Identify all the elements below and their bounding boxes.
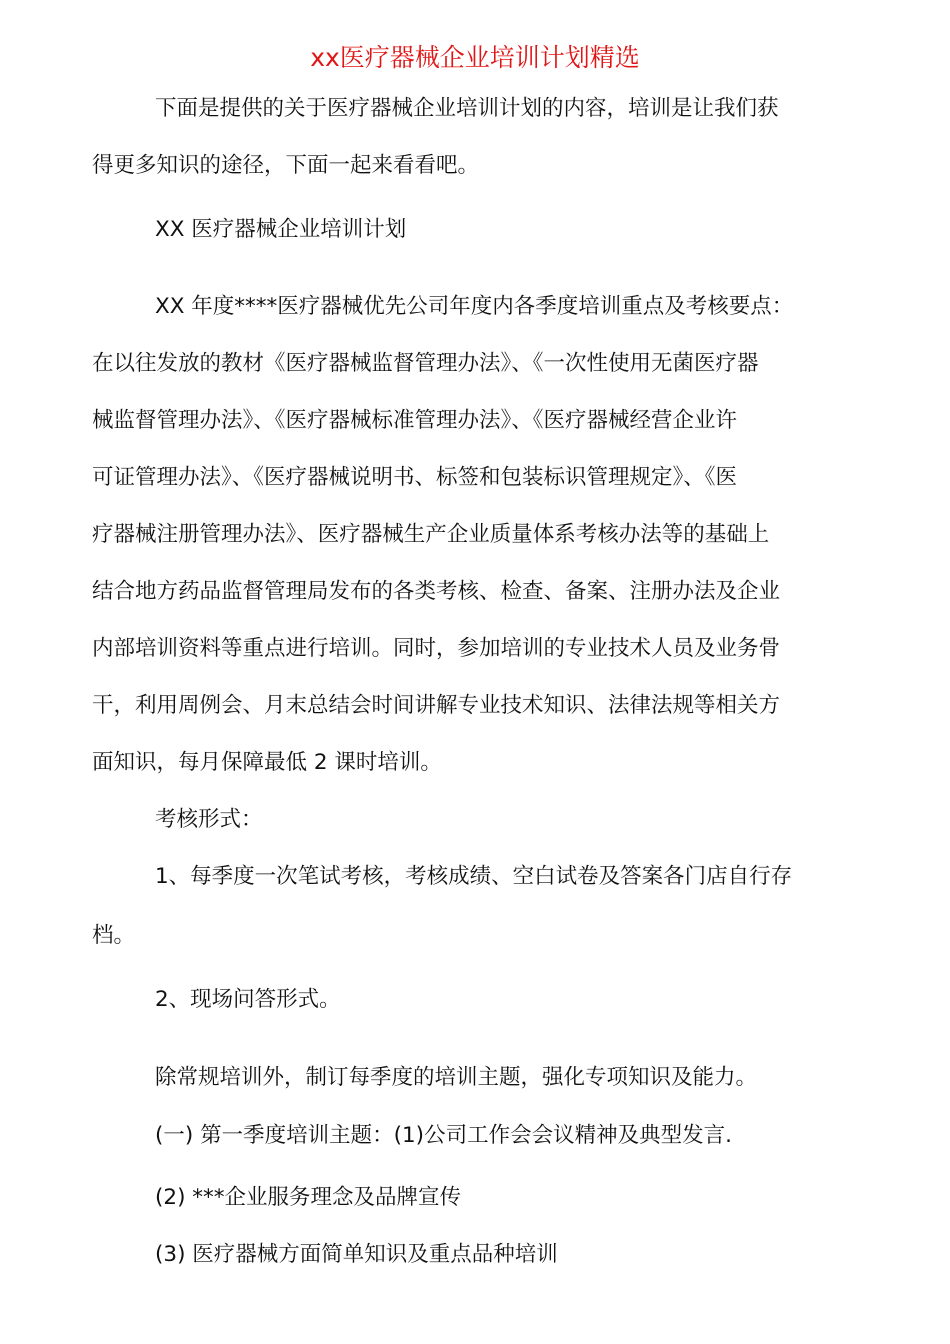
intro-line-2: 得更多知识的途径，下面一起来看看吧。	[92, 153, 480, 178]
body-line-2: 在以往发放的教材《医疗器械监督管理办法》、《一次性使用无菌医疗器	[92, 351, 759, 376]
assessment-item-1: 1、每季度一次笔试考核，考核成绩、空白试卷及答案各门店自行存	[155, 864, 793, 889]
plan-heading: XX 医疗器械企业培训计划	[155, 217, 407, 242]
assessment-item-2: 2、现场问答形式。	[155, 987, 341, 1012]
body-line-8: 干，利用周例会、月末总结会时间讲解专业技术知识、法律法规等相关方	[92, 693, 781, 718]
assessment-item-1-cont: 档。	[92, 923, 136, 948]
body-line-6: 结合地方药品监督管理局发布的各类考核、检查、备案、注册办法及企业	[92, 579, 781, 604]
body-line-9: 面知识，每月保障最低 2 课时培训。	[92, 750, 442, 775]
document-title: xx医疗器械企业培训计划精选	[310, 43, 640, 72]
body-line-3: 械监督管理办法》、《医疗器械标准管理办法》、《医疗器械经营企业许	[92, 408, 738, 433]
assessment-heading: 考核形式：	[155, 807, 263, 832]
intro-line-1: 下面是提供的关于医疗器械企业培训计划的内容，培训是让我们获	[155, 96, 779, 121]
q1-theme: (一) 第一季度培训主题：(1)公司工作会会议精神及典型发言.	[155, 1123, 732, 1148]
theme-intro: 除常规培训外，制订每季度的培训主题，强化专项知识及能力。	[155, 1065, 758, 1090]
body-line-7: 内部培训资料等重点进行培训。同时，参加培训的专业技术人员及业务骨	[92, 636, 781, 661]
q1-theme-item-2: (2) ***企业服务理念及品牌宣传	[155, 1185, 462, 1210]
body-line-4: 可证管理办法》、《医疗器械说明书、标签和包装标识管理规定》、《医	[92, 465, 738, 490]
q1-theme-item-3: (3) 医疗器械方面简单知识及重点品种培训	[155, 1242, 558, 1267]
body-line-5: 疗器械注册管理办法》、医疗器械生产企业质量体系考核办法等的基础上	[92, 522, 770, 547]
body-line-1: XX 年度****医疗器械优先公司年度内各季度培训重点及考核要点：	[155, 294, 794, 319]
